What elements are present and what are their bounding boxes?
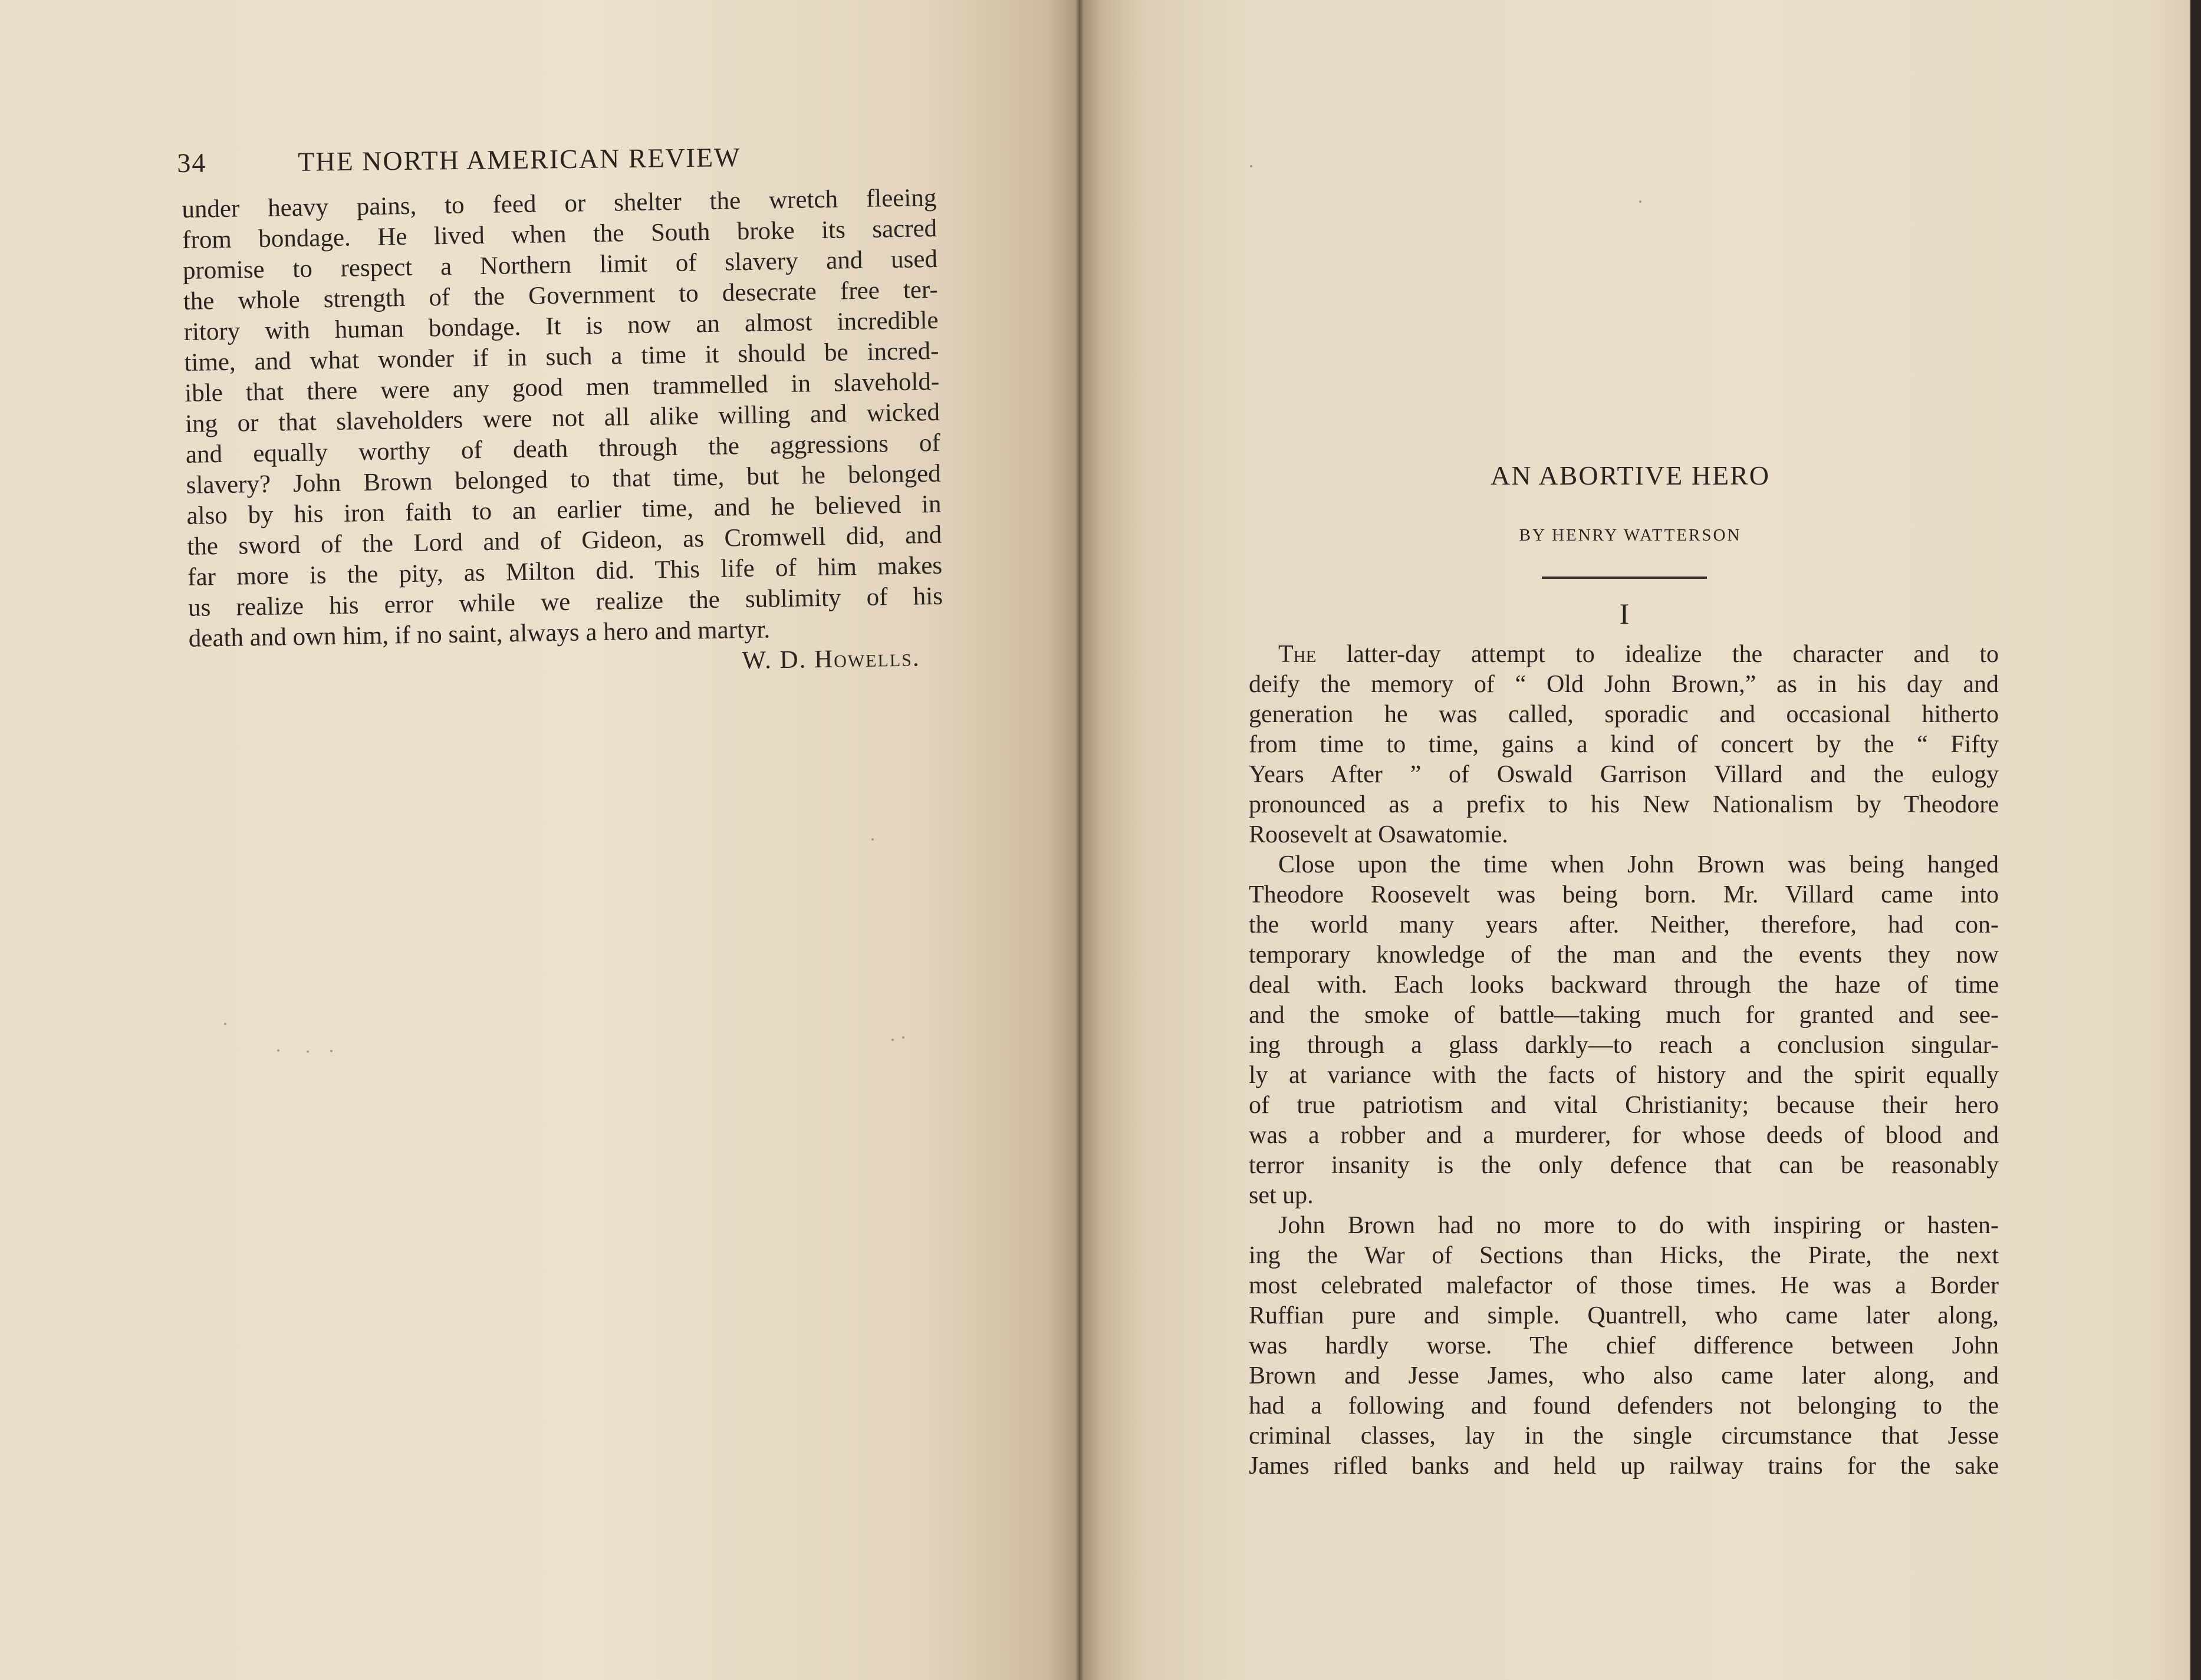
text-line: ly at variance with the facts of history and the spirit equally [1249,1062,1999,1089]
text-fragment: latter-day attempt to idealize the character and to [1316,641,1999,668]
text-line: ritory with human bondage. It is now an almost incredible [183,306,939,346]
text-line: Brown and Jesse James, who also came later along, and [1249,1362,1999,1389]
article-byline: BY HENRY WATTERSON [1519,526,1742,545]
journal-title: THE NORTH AMERICAN REVIEW [297,141,741,177]
right-body-text [1249,640,1999,1481]
text-line: Theodore Roosevelt was being born. Mr. Villard came into [1249,881,1999,908]
text-line: slavery? John Brown belonged to that time, but he belonged [186,459,941,499]
drop-word: The [1278,641,1317,668]
text-line: temporary knowledge of the man and the events they now [1249,941,1999,969]
paper-speck [330,1050,333,1052]
running-head [177,139,943,179]
text-line: death and own him, if no saint, always a hero and martyr. [188,615,771,653]
text-line: the whole strength of the Government to desecrate free ter- [183,275,939,315]
text-line: the sword of the Lord and of Gideon, as Cromwell did, and [187,521,942,561]
text-line: time, and what wonder if in such a time it should be incred- [184,337,939,377]
text-line: us realize his error while we realize the sublimity of his [187,582,943,622]
title-rule [1542,577,1707,579]
text-line: generation he was called, sporadic and occasional hitherto [1249,701,1999,728]
text-line: ing through a glass darkly—to reach a conclusion singular- [1249,1032,1999,1059]
text-line: Close upon the time when John Brown was being hanged [1278,851,1999,878]
text-line: James rifled banks and held up railway trains for the sake [1249,1452,1999,1480]
text-line: under heavy pains, to feed or shelter the wretch fleeing [182,183,937,223]
text-line: from time to time, gains a kind of concert by the “ Fifty [1249,731,1999,758]
paper-speck [277,1049,279,1052]
text-line: had a following and found defenders not belonging to the [1249,1392,1999,1419]
text-line: John Brown had no more to do with inspiring or hasten- [1278,1212,1999,1239]
text-line: deal with. Each looks backward through the haze of time [1249,971,1999,999]
paper-speck [902,1036,904,1039]
text-line: promise to respect a Northern limit of slavery and used [182,245,938,285]
text-line: Years After ” of Oswald Garrison Villard and the eulogy [1249,761,1999,788]
text-line: deify the memory of “ Old John Brown,” as in his day and [1249,671,1999,698]
signature-text: W. D. Howells. [742,644,920,675]
text-line: and equally worthy of death through the aggressions of [185,429,941,469]
text-line: the world many years after. Neither, therefore, had con- [1249,911,1999,938]
article-title: AN ABORTIVE HERO [1491,460,1770,490]
text-line: Roosevelt at Osawatomie. [1249,821,1508,848]
text-line: from bondage. He lived when the South broke its sacred [182,214,937,254]
text-line: far more is the pity, as Milton did. This life of him makes [187,551,943,591]
paper-speck [1639,200,1641,203]
text-line: most celebrated malefactor of those times. He was a Border [1249,1272,1999,1299]
paper-speck [1250,165,1252,167]
text-line: was hardly worse. The chief difference between John [1249,1332,1999,1359]
paper-speck [891,1039,894,1041]
text-line: ing the War of Sections than Hicks, the Pirate, the next [1249,1242,1999,1269]
left-body-text [182,183,944,685]
text-line: ible that there were any good men trammelled in slavehold- [184,367,940,407]
book-gutter [1075,0,1084,1680]
paper-speck [224,1023,226,1025]
text-line: ing or that slaveholders were not all alike willing and wicked [185,398,940,438]
book-edge [2190,0,2201,1680]
text-line: and the smoke of battle—taking much for granted and see- [1249,1002,1999,1029]
text-line: of true patriotism and vital Christianity; because their hero [1249,1092,1999,1119]
text-line: pronounced as a prefix to his New Nationalism by Theodore [1249,791,1999,818]
section-number: I [1619,597,1630,630]
page-number: 34 [177,147,207,178]
text-line: Ruffian pure and simple. Quantrell, who came later along, [1249,1302,1999,1329]
text-line: terror insanity is the only defence that can be reasonably [1249,1152,1999,1179]
left-page [0,0,1079,1680]
text-line: set up. [1249,1182,1314,1209]
text-line: was a robber and a murderer, for whose deeds of blood and [1249,1122,1999,1149]
text-line [1249,640,1999,670]
paper-speck [307,1050,309,1053]
text-line: criminal classes, lay in the single circumstance that Jesse [1249,1422,1999,1450]
text-line: also by his iron faith to an earlier time, and he believed in [186,490,942,530]
paper-speck [871,838,874,841]
